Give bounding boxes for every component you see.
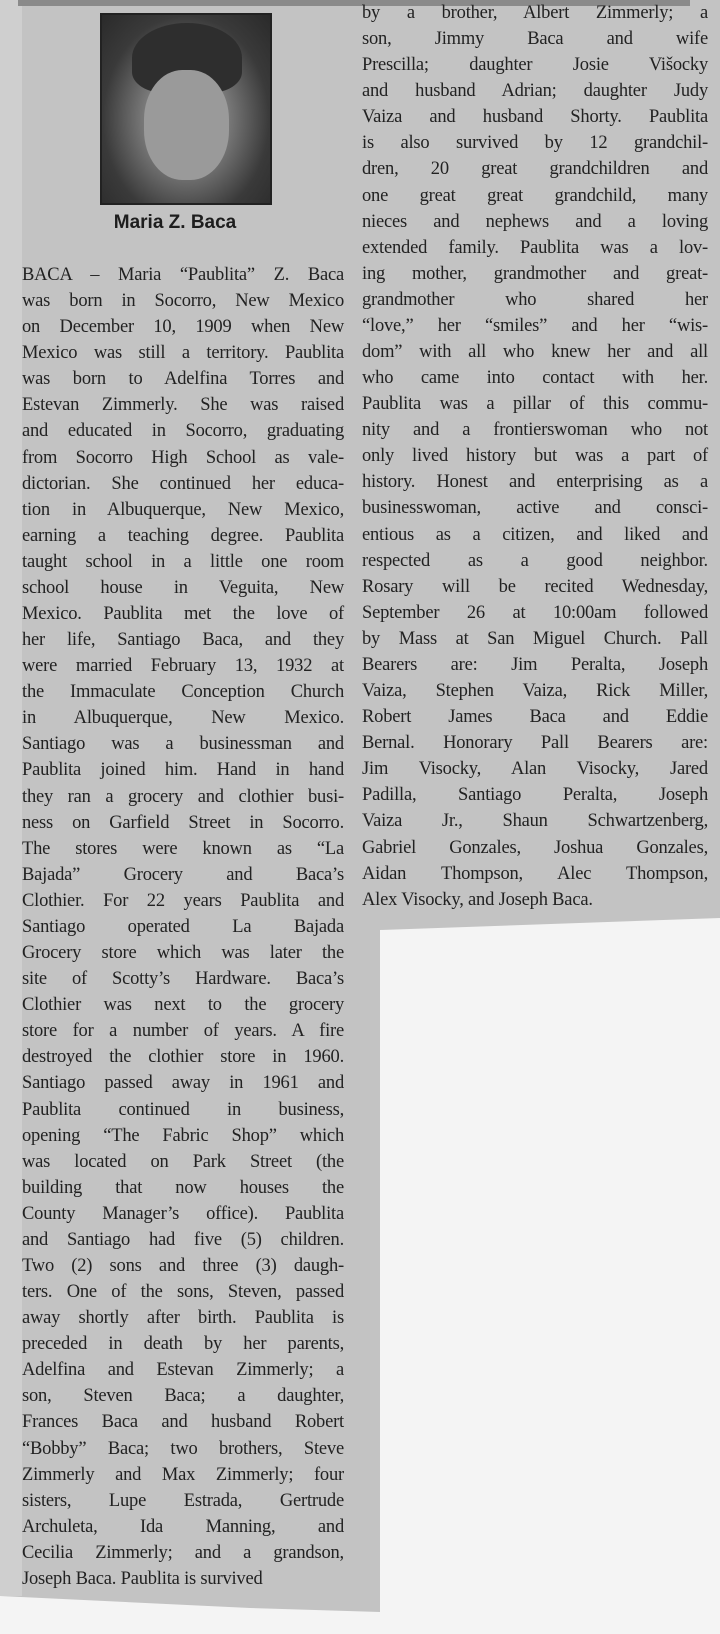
text-line: son, Jimmy Baca and wife <box>362 29 708 50</box>
text-line: nity and a frontierswoman who not <box>362 420 708 441</box>
text-line: The stores were known as “La <box>22 838 344 859</box>
text-line: only lived history but was a part of <box>362 446 708 467</box>
portrait-photo <box>100 13 272 205</box>
text-line: were married February 13, 1932 at <box>22 656 344 677</box>
text-line: away shortly after birth. Paublita is <box>22 1308 344 1329</box>
text-line: tion in Albuquerque, New Mexico, <box>22 499 344 520</box>
text-line: dictorian. She continued her educa- <box>22 473 344 494</box>
text-line: by Mass at San Miguel Church. Pall <box>362 628 708 649</box>
text-line: nieces and nephews and a loving <box>362 211 708 232</box>
text-line: grandmother who shared her <box>362 289 708 310</box>
text-line: Two (2) sons and three (3) daugh- <box>22 1255 344 1276</box>
text-line: entious as a citizen, and liked and <box>362 524 708 545</box>
text-line: Alex Visocky, and Joseph Baca. <box>362 889 593 910</box>
text-line: earning a teaching degree. Paublita <box>22 525 344 546</box>
text-line: Rosary will be recited Wednesday, <box>362 576 708 597</box>
text-line: and husband Adrian; daughter Judy <box>362 81 708 102</box>
text-line: County Manager’s office). Paublita <box>22 1203 344 1224</box>
text-line: on December 10, 1909 when New <box>22 317 344 338</box>
text-line: Clothier. For 22 years Paublita and <box>22 890 344 911</box>
photo-caption: Maria Z. Baca <box>113 212 237 233</box>
text-line: “Bobby” Baca; two brothers, Steve <box>22 1438 344 1459</box>
text-line: Mexico was still a territory. Paublita <box>22 343 344 364</box>
text-line: Vaiza and husband Shorty. Paublita <box>362 107 708 128</box>
text-line: ing mother, grandmother and great- <box>362 263 708 284</box>
text-line: Clothier was next to the grocery <box>22 995 344 1016</box>
text-line: “love,” her “smiles” and her “wis- <box>362 315 708 336</box>
text-line: one great great grandchild, many <box>362 185 708 206</box>
clipping-edge <box>0 0 22 1596</box>
text-line: ness on Garfield Street in Socorro. <box>22 812 344 833</box>
text-line: Frances Baca and husband Robert <box>22 1412 344 1433</box>
text-line: who came into contact with her. <box>362 368 708 389</box>
text-line: her life, Santiago Baca, and they <box>22 630 344 651</box>
text-line: Paublita continued in business, <box>22 1099 344 1120</box>
text-line: school house in Veguita, New <box>22 577 344 598</box>
text-line: Vaiza Jr., Shaun Schwartzenberg, <box>362 811 708 832</box>
text-line: building that now houses the <box>22 1177 344 1198</box>
text-line: was born to Adelfina Torres and <box>22 369 344 390</box>
text-line: son, Steven Baca; a daughter, <box>22 1386 344 1407</box>
text-line: was located on Park Street (the <box>22 1151 344 1172</box>
text-line: dom” with all who knew her and all <box>362 342 708 363</box>
text-line: Mexico. Paublita met the love of <box>22 604 344 625</box>
obituary-left-column <box>22 262 344 1592</box>
text-line: Prescilla; daughter Josie Višocky <box>362 55 708 76</box>
text-line: was born in Socorro, New Mexico <box>22 291 344 312</box>
text-line: site of Scotty’s Hardware. Baca’s <box>22 969 344 990</box>
text-line: they ran a grocery and clothier busi- <box>22 786 344 807</box>
text-line: extended family. Paublita was a lov- <box>362 237 708 258</box>
text-line: September 26 at 10:00am followed <box>362 602 708 623</box>
text-line: Vaiza, Stephen Vaiza, Rick Miller, <box>362 681 708 702</box>
text-line: opening “The Fabric Shop” which <box>22 1125 344 1146</box>
obituary-right-column <box>362 1 708 914</box>
text-line: Zimmerly and Max Zimmerly; four <box>22 1464 344 1485</box>
text-line: Bernal. Honorary Pall Bearers are: <box>362 733 708 754</box>
text-line: Jim Visocky, Alan Visocky, Jared <box>362 759 708 780</box>
text-line: by a brother, Albert Zimmerly; a <box>362 3 708 23</box>
text-line: store for a number of years. A fire <box>22 1021 344 1042</box>
text-line: taught school in a little one room <box>22 551 344 572</box>
text-line: destroyed the clothier store in 1960. <box>22 1047 344 1068</box>
text-line: Santiago was a businessman and <box>22 734 344 755</box>
photo-face <box>144 70 229 180</box>
text-line: Joseph Baca. Paublita is survived <box>22 1568 263 1589</box>
text-line: Bearers are: Jim Peralta, Joseph <box>362 654 708 675</box>
text-line: Adelfina and Estevan Zimmerly; a <box>22 1360 344 1381</box>
text-line: Robert James Baca and Eddie <box>362 707 708 728</box>
text-line: businesswoman, active and consci- <box>362 498 708 519</box>
text-line: respected as a good neighbor. <box>362 550 708 571</box>
text-line: Santiago passed away in 1961 and <box>22 1073 344 1094</box>
text-line: in Albuquerque, New Mexico. <box>22 708 344 729</box>
text-line: BACA – Maria “Paublita” Z. Baca <box>22 265 344 285</box>
text-line: history. Honest and enterprising as a <box>362 472 708 493</box>
text-line: Paublita joined him. Hand in hand <box>22 760 344 781</box>
text-line: is also survived by 12 grandchil- <box>362 133 708 154</box>
text-line: ters. One of the sons, Steven, passed <box>22 1282 344 1303</box>
text-line: Santiago operated La Bajada <box>22 916 344 937</box>
text-line: from Socorro High School as vale- <box>22 447 344 468</box>
text-line: Gabriel Gonzales, Joshua Gonzales, <box>362 837 708 858</box>
text-line: preceded in death by her parents, <box>22 1334 344 1355</box>
text-line: Paublita was a pillar of this commu- <box>362 394 708 415</box>
text-line: Padilla, Santiago Peralta, Joseph <box>362 785 708 806</box>
text-line: sisters, Lupe Estrada, Gertrude <box>22 1490 344 1511</box>
text-line: Aidan Thompson, Alec Thompson, <box>362 863 708 884</box>
text-line: the Immaculate Conception Church <box>22 682 344 703</box>
text-line: dren, 20 great grandchildren and <box>362 159 708 180</box>
text-line: Archuleta, Ida Manning, and <box>22 1516 344 1537</box>
text-line: Bajada” Grocery and Baca’s <box>22 864 344 885</box>
text-line: Estevan Zimmerly. She was raised <box>22 395 344 416</box>
text-line: Grocery store which was later the <box>22 943 344 964</box>
text-line: Cecilia Zimmerly; and a grandson, <box>22 1542 344 1563</box>
text-line: and Santiago had five (5) children. <box>22 1229 344 1250</box>
text-line: and educated in Socorro, graduating <box>22 421 344 442</box>
